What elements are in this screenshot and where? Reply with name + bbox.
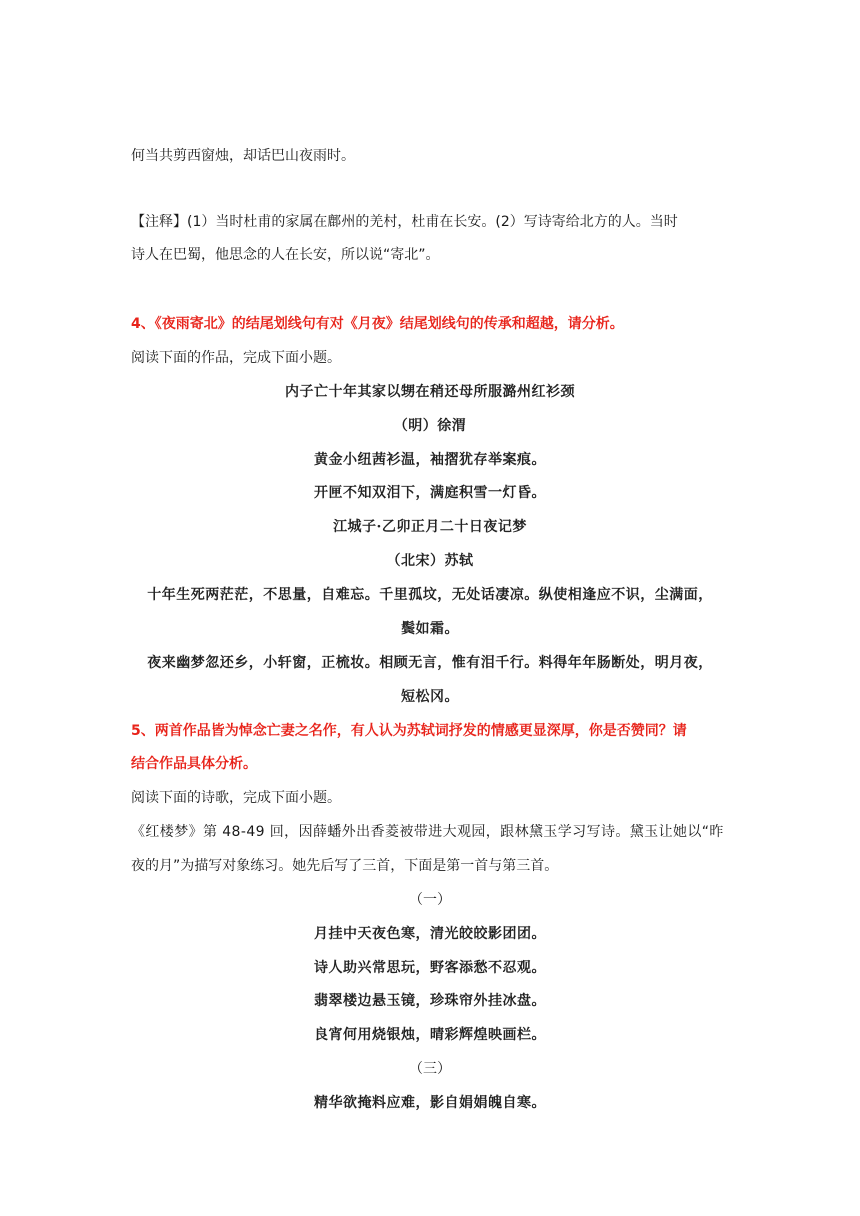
poem2-stanza2-b: 短松冈。	[401, 689, 459, 705]
note-line-1: 【注释】(1）当时杜甫的家属在鄜州的羌村，杜甫在长安。(2）写诗寄给北方的人。当时	[131, 214, 678, 230]
poem2-author: （北宋）苏轼	[386, 553, 474, 569]
poem3-line-4: 良宵何用烧银烛，晴彩辉煌映画栏。	[314, 1027, 546, 1043]
poem2-stanza1-b: 鬓如霜。	[401, 621, 459, 637]
poem4-header: （三）	[409, 1061, 451, 1077]
poem3-line-1: 月挂中天夜色寒，清光皎皎影团团。	[314, 926, 546, 942]
poem1-line-2: 开匣不知双泪下，满庭积雪一灯昏。	[314, 485, 546, 501]
instruction-2: 阅读下面的诗歌，完成下面小题。	[131, 790, 341, 806]
poem-closing-line: 何当共剪西窗烛，却话巴山夜雨时。	[131, 148, 355, 164]
poem4-line-1: 精华欲掩料应难，影自娟娟魄自寒。	[314, 1095, 546, 1111]
poem1-title: 内子亡十年其家以甥在稍还母所服潞州红衫颈	[285, 384, 575, 400]
poem1-line-1: 黄金小纽茜衫温，袖摺犹存举案痕。	[314, 452, 546, 468]
question-5-line-1: 5、两首作品皆为悼念亡妻之名作，有人认为苏轼词抒发的情感更显深厚，你是否赞同？请	[131, 723, 687, 739]
question-5-line-2: 结合作品具体分析。	[131, 756, 257, 772]
poem2-stanza2-a: 夜来幽梦忽还乡，小轩窗，正梳妆。相顾无言，惟有泪千行。料得年年肠断处，明月夜，	[147, 655, 713, 671]
poem2-title: 江城子·乙卯正月二十日夜记梦	[333, 519, 527, 535]
poem3-line-3: 翡翠楼边悬玉镜，珍珠帘外挂冰盘。	[314, 993, 546, 1009]
context-line-1: 《红楼梦》第 48-49 回，因薛蟠外出香菱被带进大观园，跟林黛玉学习写诗。黛玉让她以“昨	[131, 824, 724, 840]
instruction-1: 阅读下面的作品，完成下面小题。	[131, 350, 341, 366]
poem1-author: （明）徐渭	[393, 418, 467, 434]
context-line-2: 夜的月”为描写对象练习。她先后写了三首，下面是第一首与第三首。	[131, 858, 559, 874]
note-line-2: 诗人在巴蜀，他思念的人在长安，所以说“寄北”。	[131, 247, 440, 263]
question-4: 4、《夜雨寄北》的结尾划线句有对《月夜》结尾划线句的传承和超越，请分析。	[131, 316, 624, 332]
poem3-header: （一）	[409, 892, 451, 908]
poem2-stanza1-a: 十年生死两茫茫，不思量，自难忘。千里孤坟，无处话凄凉。纵使相逢应不识，尘满面，	[147, 587, 713, 603]
poem3-line-2: 诗人助兴常思玩，野客添愁不忍观。	[314, 960, 546, 976]
